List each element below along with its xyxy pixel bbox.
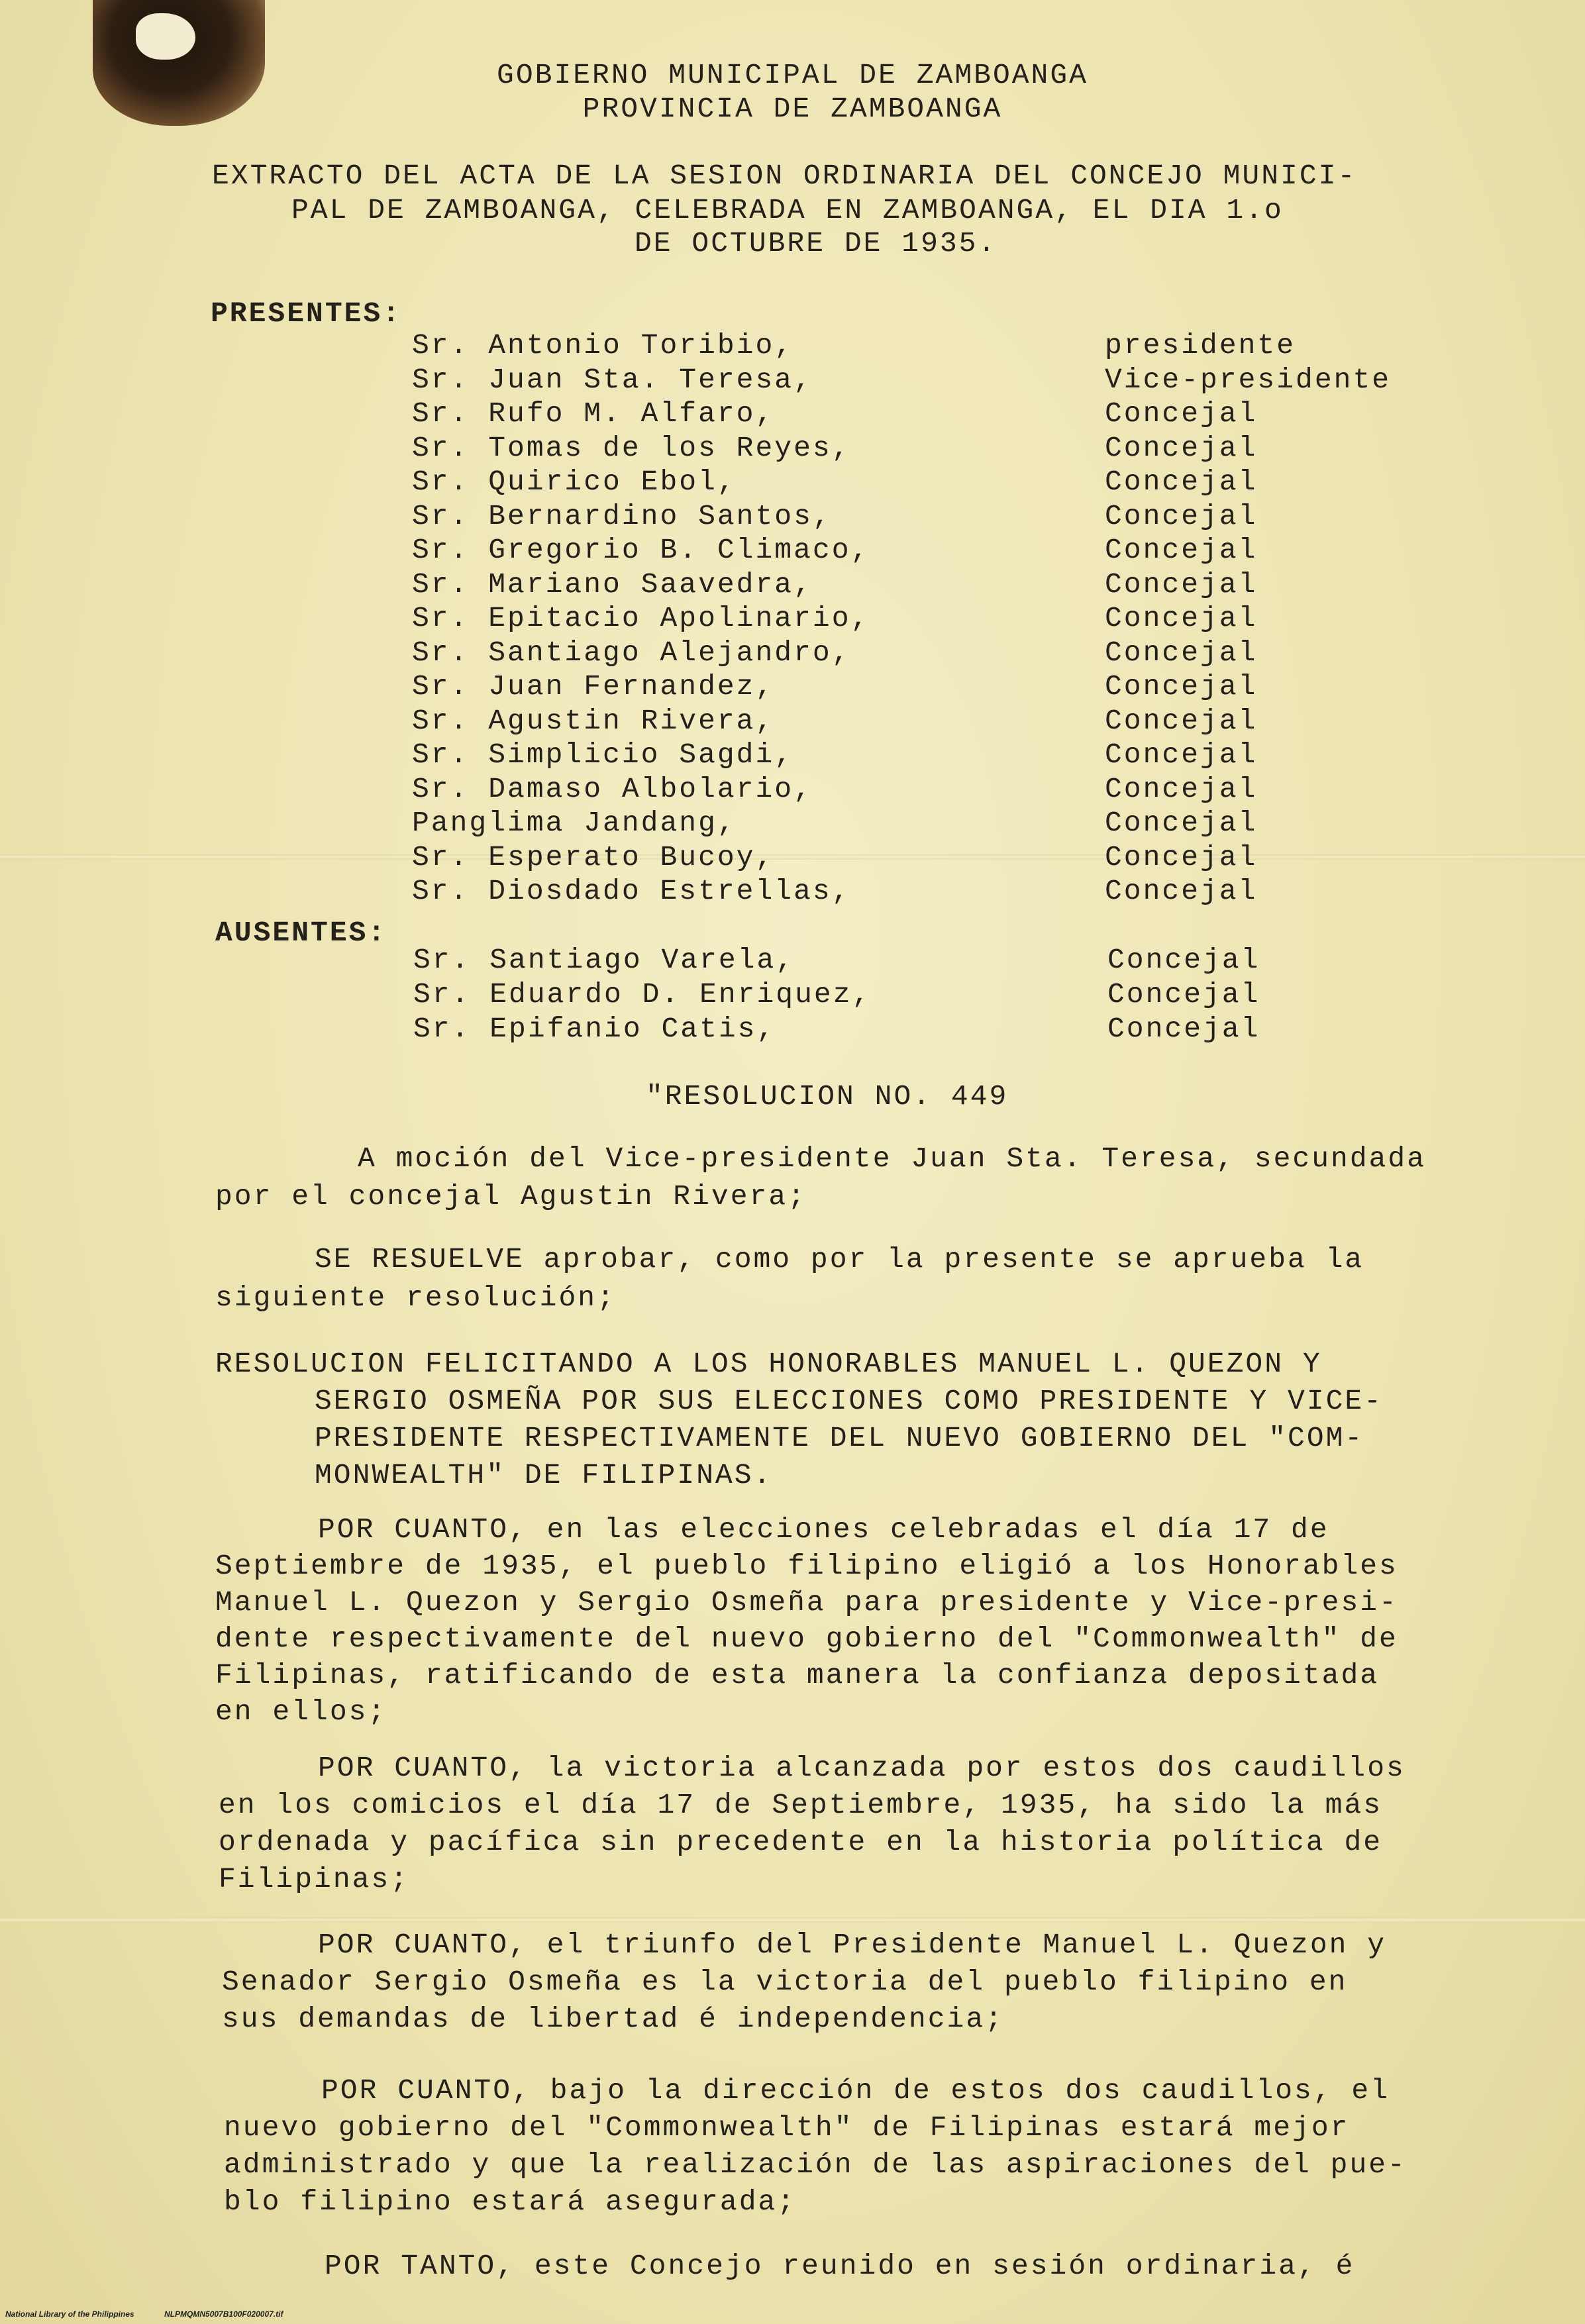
paragraph-resolucion-line: PRESIDENTE RESPECTIVAMENTE DEL NUEVO GOBIERNO DEL "COM-	[315, 1422, 1364, 1454]
paragraph-cuanto1-line: en ellos;	[215, 1695, 387, 1728]
presente-name: Sr. Antonio Toribio,	[412, 329, 794, 362]
paragraph-cuanto1-line: POR CUANTO, en las elecciones celebradas el día 17 de	[318, 1513, 1329, 1546]
paragraph-cuanto4-line: POR CUANTO, bajo la dirección de estos dos caudillos, el	[321, 2074, 1390, 2107]
library-credit: National Library of the Philippines	[5, 2309, 134, 2319]
fold-crease	[0, 1917, 1585, 1923]
paragraph-cuanto1-line: dente respectivamente del nuevo gobierno del "Commonwealth" de	[215, 1623, 1398, 1655]
header-line-2: PROVINCIA DE ZAMBOANGA	[582, 93, 1003, 125]
presente-role: Concejal	[1105, 670, 1258, 703]
archive-footer	[5, 2309, 311, 2319]
presente-role: presidente	[1105, 329, 1296, 362]
paragraph-cuanto1-line: Septiembre de 1935, el pueblo filipino eligió a los Honorables	[215, 1550, 1398, 1582]
fold-crease	[0, 854, 1585, 860]
presente-name: Sr. Bernardino Santos,	[412, 499, 832, 532]
presente-role: Concejal	[1105, 772, 1258, 805]
title-line-3: DE OCTUBRE DE 1935.	[635, 227, 997, 260]
presente-name: Sr. Epitacio Apolinario,	[412, 602, 870, 634]
presente-role: Concejal	[1105, 704, 1258, 737]
ausente-role: Concejal	[1107, 944, 1260, 976]
presente-role: Concejal	[1105, 568, 1258, 601]
presente-role: Concejal	[1105, 602, 1258, 634]
paragraph-resolucion-line: SERGIO OSMEÑA POR SUS ELECCIONES COMO PRESIDENTE Y VICE-	[315, 1385, 1384, 1417]
paragraph-cuanto4-line: blo filipino estará asegurada;	[224, 2186, 797, 2218]
file-id: NLPMQMN5007B100F020007.tif	[164, 2309, 283, 2319]
paragraph-resuelve-line: siguiente resolución;	[215, 1282, 616, 1314]
paragraph-cuanto4-line: nuevo gobierno del "Commonwealth" de Filipinas estará mejor	[224, 2111, 1350, 2144]
presente-role: Concejal	[1105, 397, 1258, 430]
ausente-name: Sr. Santiago Varela,	[413, 944, 795, 976]
paragraph-cuanto2-line: ordenada y pacífica sin precedente en la historia política de	[219, 1826, 1383, 1858]
resolution-title: "RESOLUCION NO. 449	[646, 1080, 1009, 1113]
presente-name: Sr. Simplicio Sagdi,	[412, 738, 794, 771]
paragraph-cuanto2-line: Filipinas;	[219, 1863, 410, 1895]
paragraph-cuanto1-line: Manuel L. Quezon y Sergio Osmeña para presidente y Vice-presi-	[215, 1586, 1398, 1619]
presente-name: Sr. Quirico Ebol,	[412, 466, 737, 498]
paragraph-cuanto1-line: Filipinas, ratificando de esta manera la confianza depositada	[215, 1659, 1380, 1692]
paragraph-resolucion-line: RESOLUCION FELICITANDO A LOS HONORABLES MANUEL L. QUEZON Y	[215, 1348, 1322, 1380]
presente-role: Concejal	[1105, 738, 1258, 771]
presente-name: Sr. Esperato Bucoy,	[412, 840, 775, 874]
presente-name: Sr. Gregorio B. Climaco,	[412, 534, 870, 566]
title-line-2: PAL DE ZAMBOANGA, CELEBRADA EN ZAMBOANGA, EL DIA 1.o	[291, 194, 1284, 227]
paragraph-mocion-line: por el concejal Agustin Rivera;	[215, 1180, 807, 1213]
presente-name: Sr. Tomas de los Reyes,	[412, 431, 851, 464]
presente-name: Sr. Rufo M. Alfaro,	[412, 397, 775, 430]
presente-name: Panglima Jandang,	[412, 807, 737, 839]
presente-name: Sr. Mariano Saavedra,	[412, 568, 813, 601]
header-line-1: GOBIERNO MUNICIPAL DE ZAMBOANGA	[497, 59, 1088, 91]
presentes-label: PRESENTES:	[211, 297, 402, 330]
ausente-name: Sr. Eduardo D. Enriquez,	[413, 978, 872, 1011]
title-line-1: EXTRACTO DEL ACTA DE LA SESION ORDINARIA DEL CONCEJO MUNICI-	[212, 160, 1357, 192]
presente-name: Sr. Juan Fernandez,	[412, 670, 775, 703]
presente-role: Concejal	[1105, 807, 1258, 839]
paragraph-cuanto4-line: administrado y que la realización de las aspiraciones del pue-	[224, 2148, 1407, 2181]
presente-role: Vice-presidente	[1105, 363, 1392, 396]
paragraph-cuanto2-line: en los comicios el día 17 de Septiembre, 1935, ha sido la más	[219, 1789, 1383, 1821]
paragraph-resuelve-line: SE RESUELVE aprobar, como por la presente se aprueba la	[315, 1243, 1364, 1276]
paragraph-cuanto2-line: POR CUANTO, la victoria alcanzada por estos dos caudillos	[318, 1752, 1406, 1784]
presente-role: Concejal	[1105, 840, 1258, 874]
presente-name: Sr. Damaso Albolario,	[412, 772, 813, 805]
presente-name: Sr. Santiago Alejandro,	[412, 636, 851, 669]
paragraph-tanto-line: POR TANTO, este Concejo reunido en sesión ordinaria, é	[325, 2250, 1355, 2282]
ausente-role: Concejal	[1107, 978, 1260, 1011]
paragraph-cuanto3-line: POR CUANTO, el triunfo del Presidente Manuel L. Quezon y	[318, 1929, 1387, 1961]
presente-role: Concejal	[1105, 636, 1258, 669]
presente-role: Concejal	[1105, 431, 1258, 464]
presente-name: Sr. Diosdado Estrellas,	[412, 875, 851, 907]
presente-role: Concejal	[1105, 875, 1258, 907]
paragraph-resolucion-line: MONWEALTH" DE FILIPINAS.	[315, 1459, 773, 1491]
paragraph-cuanto3-line: sus demandas de libertad é independencia;	[222, 2003, 1004, 2035]
ausente-role: Concejal	[1107, 1013, 1260, 1045]
presente-role: Concejal	[1105, 534, 1258, 566]
presente-name: Sr. Juan Sta. Teresa,	[412, 363, 813, 396]
ausente-name: Sr. Epifanio Catis,	[413, 1013, 776, 1045]
paragraph-mocion-line: A moción del Vice-presidente Juan Sta. Teresa, secundada	[358, 1142, 1427, 1175]
presente-role: Concejal	[1105, 466, 1258, 498]
ausentes-label: AUSENTES:	[215, 917, 387, 949]
paragraph-cuanto3-line: Senador Sergio Osmeña es la victoria del pueblo filipino en	[222, 1966, 1348, 1998]
presente-role: Concejal	[1105, 499, 1258, 532]
burn-hole	[136, 13, 195, 60]
presente-name: Sr. Agustin Rivera,	[412, 704, 775, 737]
